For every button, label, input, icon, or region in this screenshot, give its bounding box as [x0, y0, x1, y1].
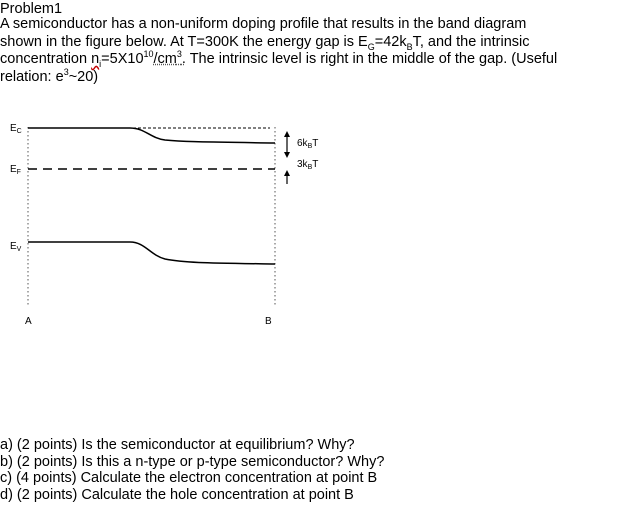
- ef-label: $E_F$: [10, 164, 21, 176]
- problem-line-2: shown in the figure below. At T=300K the energy gap is $E_G=42k_BT$, and the intrinsic: [0, 33, 530, 52]
- problem-line-4: relation: $e^3\sim 20$): [0, 66, 99, 85]
- problem-line-1: A semiconductor has a non-uniform doping profile that results in the band diagram: [0, 16, 527, 32]
- point-b-label: B: [265, 316, 272, 327]
- conduction-band-edge: [28, 128, 275, 143]
- question-b: b) (2 points) Is this a n-type or p-type semiconductor? Why?: [0, 453, 385, 470]
- question-list: [0, 437, 384, 503]
- ni-symbol: $n_i$: [91, 51, 102, 69]
- point-a-label: A: [25, 316, 32, 327]
- question-a: a) (2 points) Is the semiconductor at equilibrium? Why?: [0, 437, 355, 453]
- ev-label: $E_V$: [10, 241, 22, 253]
- question-c: c) (4 points) Calculate the electron concentration at point B: [0, 470, 378, 486]
- problem-title: Problem1: [0, 1, 63, 17]
- valence-band-edge: [28, 242, 275, 264]
- question-d: d) (2 points) Calculate the hole concentration at point B: [0, 486, 354, 503]
- ec-label: $E_C$: [10, 123, 22, 135]
- upper-gap-label: $6k_BT$: [297, 138, 319, 150]
- band-diagram: [0, 115, 330, 330]
- problem-line-3: concentration $n_i=5X10^{10}/cm^3$. The intrinsic level is right in the middle of the gap. (Useful: [0, 49, 558, 69]
- lower-gap-label: $3k_BT$: [297, 159, 319, 171]
- problem-statement: [0, 16, 612, 86]
